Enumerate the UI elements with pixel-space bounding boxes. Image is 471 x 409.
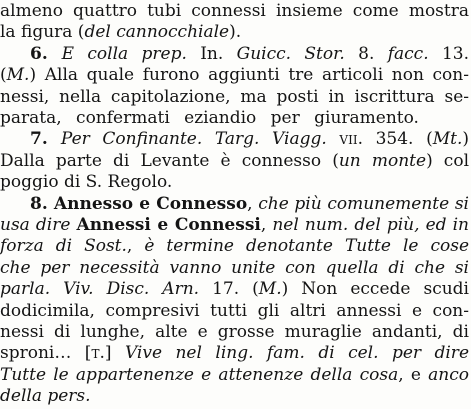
text-run: ) Non eccede scudi (281, 279, 469, 300)
text-line (0, 365, 471, 386)
text-run: 8. (344, 43, 388, 64)
text-run: E colla prep. (61, 43, 187, 64)
text-line (0, 65, 471, 86)
text-run: ) (462, 129, 469, 150)
text-run: sproni… [ (0, 343, 92, 364)
text-run: della pers. (0, 386, 91, 407)
text-run: Dalla parte di Levante è connesso ( (0, 150, 339, 171)
entry-7-heading-line (30, 129, 471, 150)
text-run: ( (0, 65, 7, 86)
text-run: Vive nel ling. fam. di cel. per dire (124, 343, 469, 364)
text-run: ) col (426, 150, 470, 171)
text-line (0, 258, 471, 279)
text-run: . 354. ( (357, 129, 433, 150)
text-run: ). (229, 22, 242, 43)
text-run: dodicimila, compresivi tutti gli altri annessi e con- (0, 300, 469, 321)
text-run: forza di Sost. (0, 236, 127, 257)
text-run: usa dire (0, 215, 71, 235)
text-run: è termine denotante Tutte le cose (144, 236, 469, 257)
text-run: del cannocchiale (84, 22, 230, 43)
text-run: Per Confinante. Targ. Viagg. (60, 129, 327, 150)
text-run: ) Alla quale furono aggiunti tre articoli non con- (29, 65, 469, 86)
text-run: Guicc. Stor. (236, 43, 345, 64)
text-run: 7. (30, 129, 61, 150)
text-run: parata, confermati eziandio per giuramento. (0, 108, 419, 128)
text-line (0, 215, 471, 236)
text-run: 8. Annesso e Connesso (30, 193, 248, 214)
text-line (0, 279, 471, 300)
text-line (0, 151, 471, 172)
text-line (0, 108, 471, 129)
text-run: Tutte le appartenenze e attenenze della cosa (0, 364, 399, 385)
text-run: Annessi e Connessi (76, 215, 261, 235)
text-line (0, 172, 471, 193)
text-run: parla. Viv. Disc. Arn. (0, 279, 200, 300)
text-run: 17. ( (199, 279, 259, 300)
text-line (0, 343, 471, 364)
text-run (327, 129, 340, 149)
text-run: , (247, 193, 259, 214)
text-run: 6. (30, 43, 62, 64)
text-run: In. (186, 43, 237, 64)
text-line (0, 386, 471, 407)
text-run: la figura ( (0, 22, 85, 43)
entry-8-heading-line (30, 194, 471, 215)
text-line (0, 301, 471, 322)
text-run: , (260, 215, 273, 235)
text-run: un monte (338, 150, 427, 171)
text-run: almeno quattro tubi connessi insieme come mostra (0, 1, 469, 21)
text-run: nessi, nella capitolazione, ma posti in iscrittura se- (0, 86, 469, 107)
text-run: che per necessità vanno unite con quella di che si (0, 257, 469, 278)
text-run: , e (398, 364, 429, 385)
text-run: facc. (387, 43, 429, 64)
text-run: nel num. del più, ed in (272, 215, 470, 235)
text-line (0, 87, 471, 108)
text-line (0, 322, 471, 343)
text-line (0, 236, 471, 257)
text-run: vii (339, 129, 358, 150)
text-run: M. (258, 279, 282, 300)
entry-6-heading-line (30, 44, 471, 65)
text-run: 13. (428, 43, 469, 64)
text-run: M. (6, 65, 30, 86)
text-line (0, 22, 471, 43)
text-run: Mt. (432, 129, 463, 150)
text-run: poggio di S. Regolo. (0, 172, 173, 193)
text-line (0, 1, 471, 22)
text-run: nessi di lunghe, alte e grosse muraglie andanti, di (0, 322, 469, 342)
text-run: t. (91, 343, 105, 364)
text-run: anco (428, 364, 469, 385)
text-run: ] (104, 343, 125, 364)
text-run: che più comunemente si (258, 193, 469, 214)
text-run: , (126, 236, 145, 257)
